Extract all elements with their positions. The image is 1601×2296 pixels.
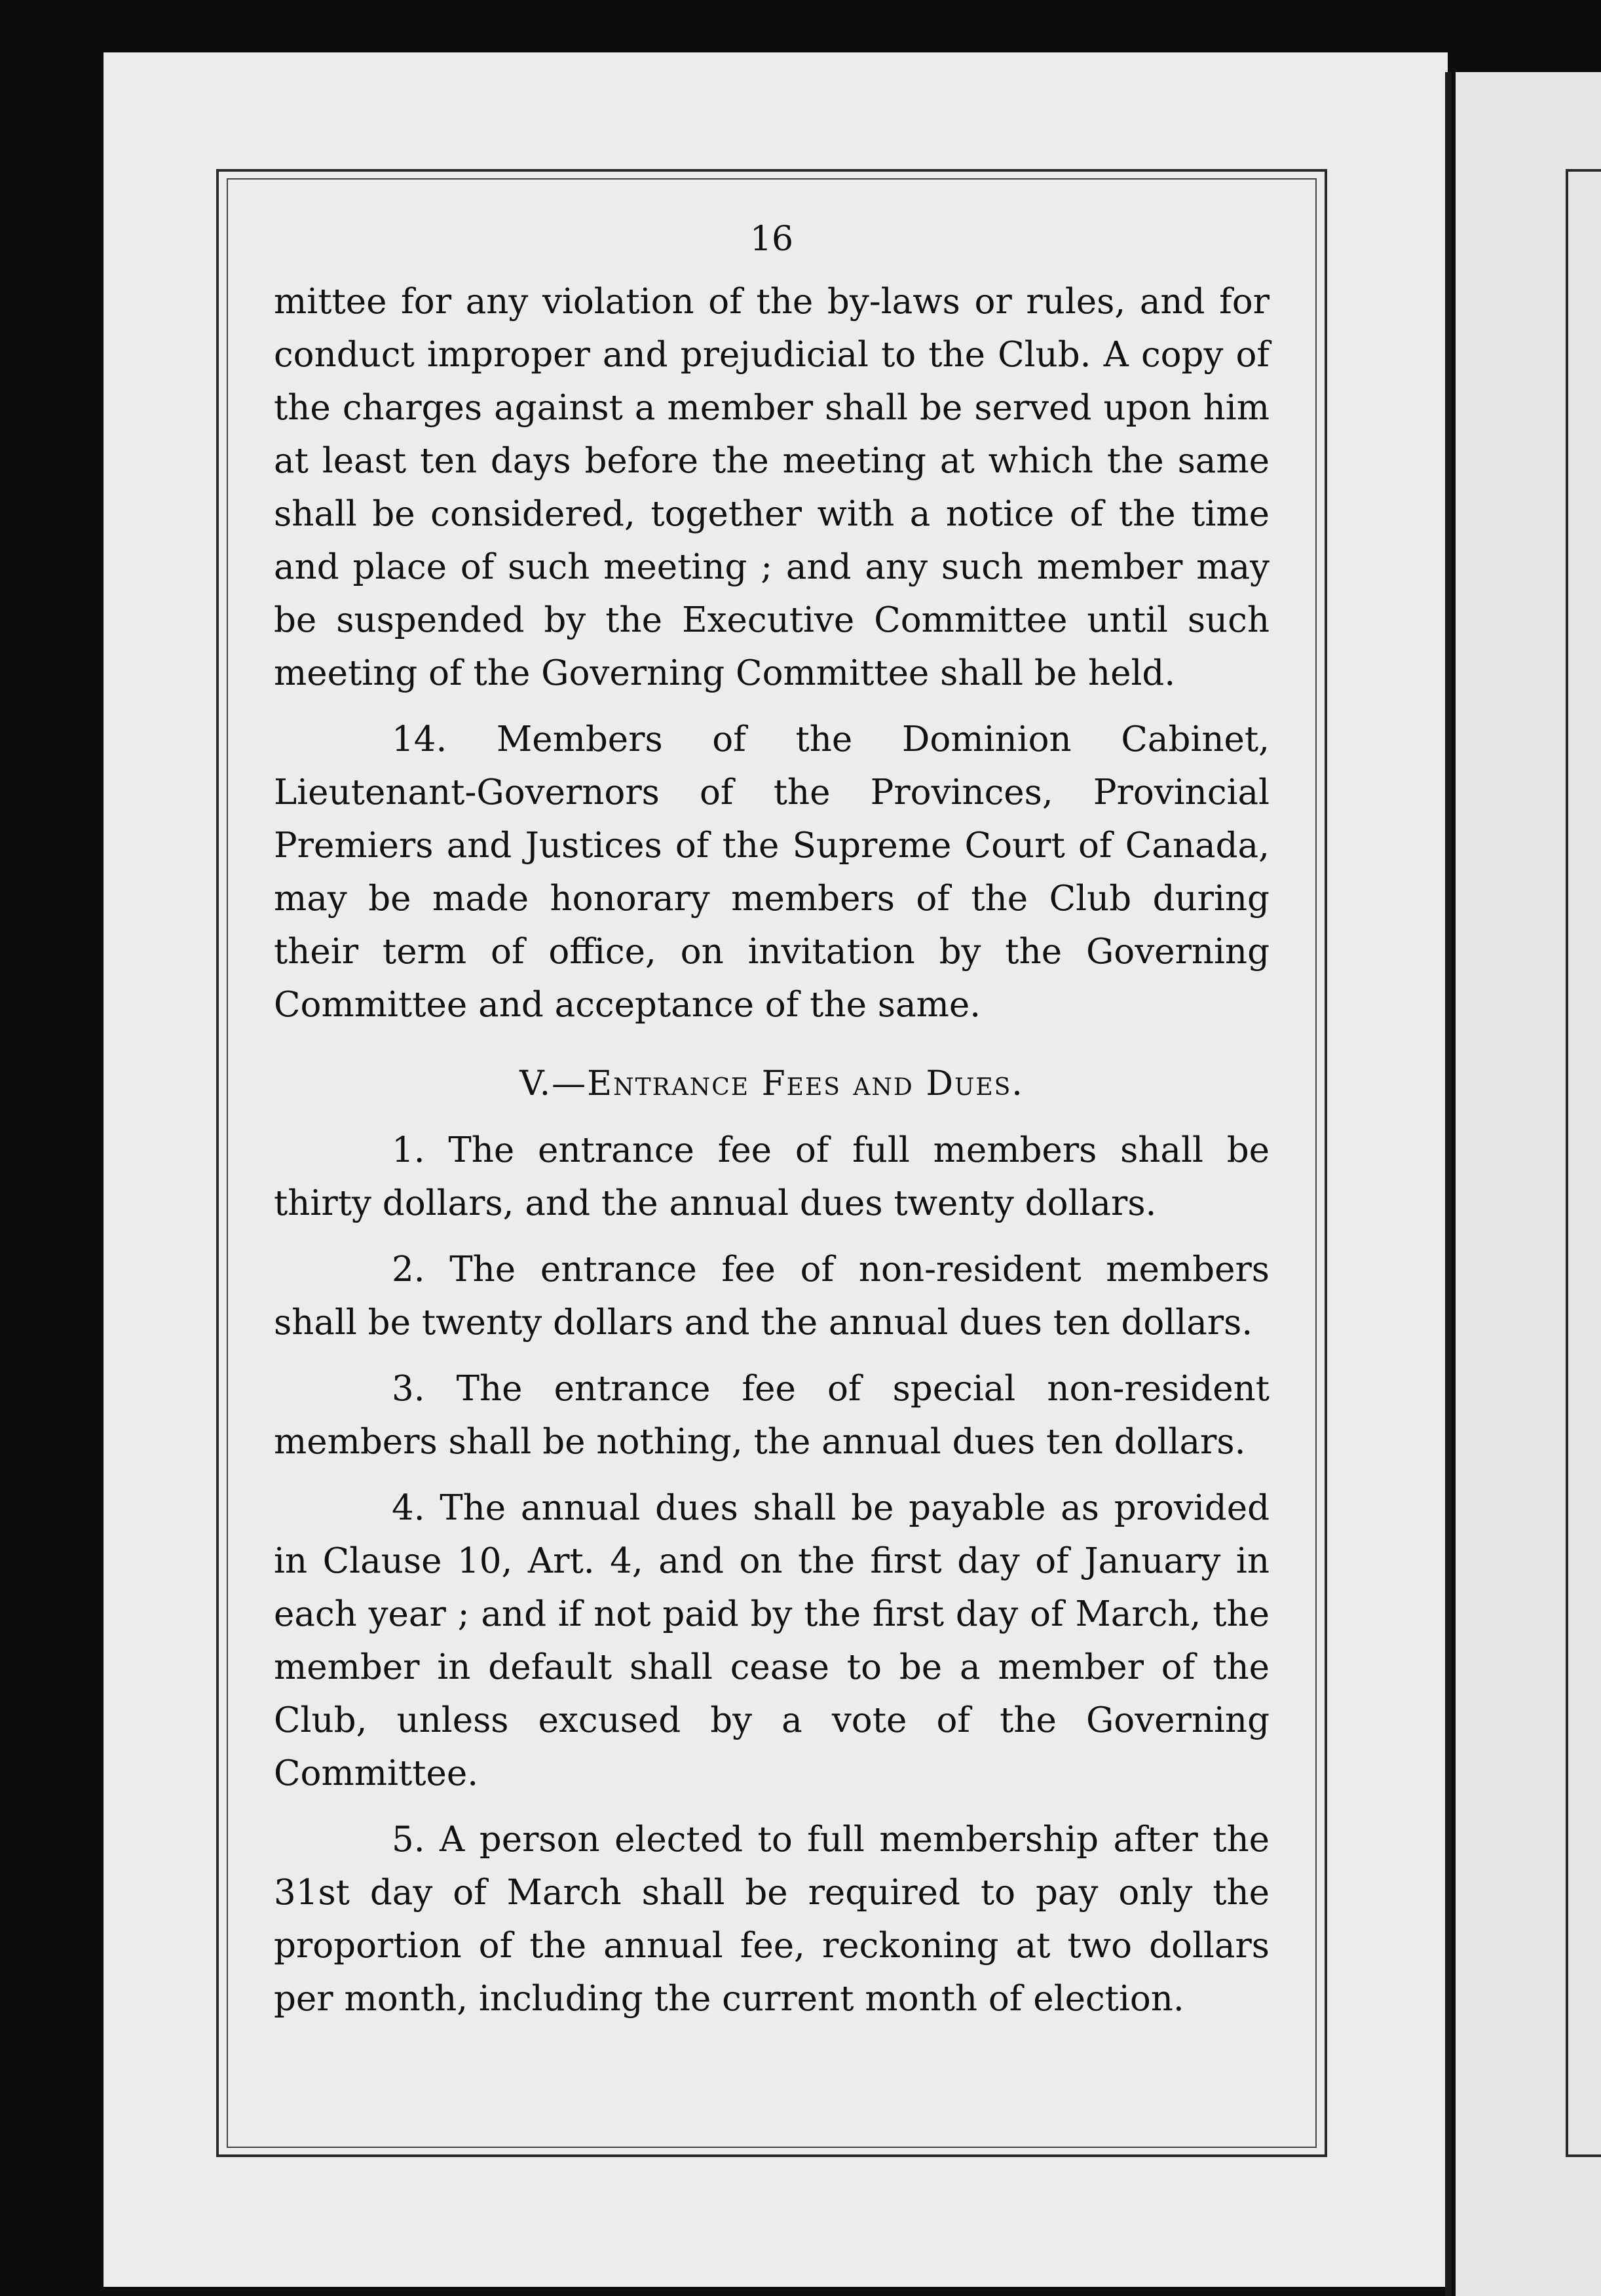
page-content — [274, 203, 1270, 2038]
paragraph-5: 5. A person elected to full membership after the 31st day of March shall be required to pay only the proportion of the annual fee, reckoning at two dollars per month, including the current month of election. — [274, 1820, 1270, 2019]
paragraph-3: 3. The entrance fee of special non-resident members shall be nothing, the annual dues ten dollars. — [274, 1369, 1270, 1462]
adjacent-page-border — [1566, 169, 1601, 2157]
paragraph-continuation: mittee for any violation of the by-laws or rules, and for conduct improper and prejudicial to the Club. A copy of the charges against a member shall be served upon him at least ten days before the meeting at which the same shall be considered, together with a notice of the time and place of such meeting ; and any such member may be suspended by the Executive Committee until such meeting of the Governing Committee shall be held. — [274, 282, 1270, 693]
book-gutter — [1445, 72, 1452, 2296]
paragraph-1: 1. The entrance fee of full members shall be thirty dollars, and the annual dues twenty dollars. — [274, 1130, 1270, 1223]
paragraph-2: 2. The entrance fee of non-resident members shall be twenty dollars and the annual dues ten dollars. — [274, 1250, 1270, 1343]
paragraph-4: 4. The annual dues shall be payable as provided in Clause 10, Art. 4, and on the first day of January in each year ; and if not paid by the first day of March, the member in default shall cease to be a member of the Club, unless excused by a vote of the Governing Committee. — [274, 1488, 1270, 1793]
section-heading: V.—Entrance Fees and Dues. — [519, 1064, 1024, 1103]
page-number: 16 — [749, 220, 794, 259]
paragraph-14: 14. Members of the Dominion Cabinet, Lieutenant-Governors of the Provinces, Provincial Premiers and Justices of the Supreme Court of Canada, may be made honorary members of the Club during their term of office, on invitation by the Governing Committee and acceptance of the same. — [274, 719, 1270, 1025]
